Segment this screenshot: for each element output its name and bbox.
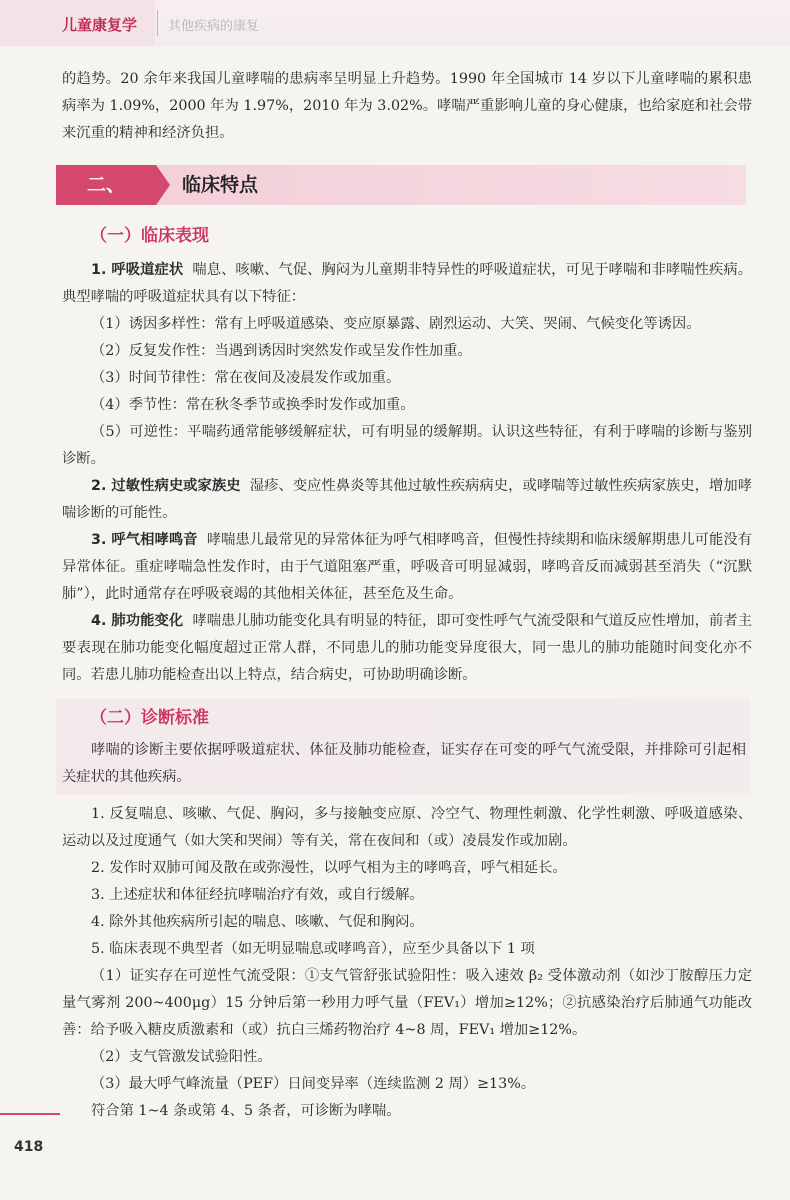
item-2-text: 湿疹、变应性鼻炎等其他过敏性疾病病史，或哮喘等过敏性疾病家族史，增加哮喘诊断的可能性。	[62, 478, 753, 521]
feature-item: （1）诱因多样性：常有上呼吸道感染、变应原暴露、剧烈运动、大笑、哭闹、气候变化等诱因。	[91, 316, 701, 332]
feature-item: （3）时间节律性：常在夜间及凌晨发作或加重。	[91, 370, 401, 386]
item-1-title: 1. 呼吸道症状	[91, 262, 184, 278]
item-2-title: 2. 过敏性病史或家族史	[91, 478, 241, 494]
page-header	[0, 0, 790, 46]
clinical-item-2	[62, 473, 752, 527]
criteria-item: 1. 反复喘息、咳嗽、气促、胸闷，多与接触变应原、冷空气、物理性刺激、化学性刺激、呼吸道感染、运动以及过度通气（如大笑和哭闹）等有关，常在夜间和（或）凌晨发作或加剧。	[62, 806, 752, 849]
criteria-sub-2: （2）支气管激发试验阳性。	[91, 1049, 272, 1065]
diagnosis-conclusion: 符合第 1~4 条或第 4、5 条者，可诊断为哮喘。	[91, 1103, 401, 1119]
footer-rule	[0, 1113, 60, 1115]
clinical-item-4	[62, 608, 752, 689]
item-3-text: 哮喘患儿最常见的异常体征为呼气相哮鸣音，但慢性持续期和临床缓解期患儿可能没有异常体征。重症哮喘急性发作时，由于气道阻塞严重，呼吸音可明显减弱，哮鸣音反而减弱甚至消失（“沉默肺”），此时通常存在呼吸衰竭的其他相关体征，甚至危及生命。	[62, 532, 752, 602]
feature-item: （5）可逆性：平喘药通常能够缓解症状，可有明显的缓解期。认识这些特征，有利于哮喘的诊断与鉴别诊断。	[62, 424, 752, 467]
feature-item: （2）反复发作性：当遇到诱因时突然发作或呈发作性加重。	[91, 343, 472, 359]
feature-item: （4）季节性：常在秋冬季节或换季时发作或加重。	[91, 397, 415, 413]
book-title: 儿童康复学	[62, 16, 138, 34]
page-number: 418	[14, 1139, 44, 1155]
section-header	[56, 165, 746, 205]
diagnosis-header	[56, 699, 750, 795]
criteria-sub-1: （1）证实存在可逆性气流受限：①支气管舒张试验阳性：吸入速效 β₂ 受体激动剂（如沙丁胺醇压力定量气雾剂 200~400μg）15 分钟后第一秒用力呼气量（FEV₁）增加≥12%；②抗感染治疗后肺通气功能改善：给予吸入糖皮质激素和（或）抗白三烯药物治疗 4~8 周，FEV₁ 增加≥12%。	[62, 968, 752, 1038]
criteria-item: 2. 发作时双肺可闻及散在或弥漫性，以呼气相为主的哮鸣音，呼气相延长。	[91, 860, 567, 876]
diagnosis-heading: （二）诊断标准	[90, 708, 209, 728]
header-divider	[157, 10, 158, 36]
criteria-item: 3. 上述症状和体征经抗哮喘治疗有效，或自行缓解。	[91, 887, 424, 903]
intro-paragraph: 的趋势。20 余年来我国儿童哮喘的患病率呈明显上升趋势。1990 年全国城市 14 岁以下儿童哮喘的累积患病率为 1.09%，2000 年为 1.97%，2010 年为 3.02%。哮喘严重影响儿童的身心健康，也给家庭和社会带来沉重的精神和经济负担。	[62, 71, 752, 141]
clinical-item-3	[62, 527, 752, 608]
criteria-sub-3: （3）最大呼气峰流量（PEF）日间变异率（连续监测 2 周）≥13%。	[91, 1076, 536, 1092]
diagnosis-intro: 哮喘的诊断主要依据呼吸道症状、体征及肺功能检查，证实存在可变的呼气气流受限，并排除可引起相关症状的其他疾病。	[62, 742, 746, 785]
chapter-title: 其他疾病的康复	[168, 19, 260, 34]
clinical-heading: （一）临床表现	[90, 226, 209, 246]
section-number: 二、	[56, 165, 156, 205]
clinical-item-1	[62, 257, 752, 311]
item-1-text: 喘息、咳嗽、气促、胸闷为儿童期非特异性的呼吸道症状，可见于哮喘和非哮喘性疾病。典型哮喘的呼吸道症状具有以下特征：	[62, 262, 753, 305]
item-3-title: 3. 呼气相哮鸣音	[91, 532, 198, 548]
criteria-item: 5. 临床表现不典型者（如无明显喘息或哮鸣音），应至少具备以下 1 项	[91, 941, 535, 957]
section-title: 临床特点	[182, 174, 259, 196]
page-body	[62, 66, 752, 1125]
item-4-title: 4. 肺功能变化	[91, 613, 184, 629]
criteria-item: 4. 除外其他疾病所引起的喘息、咳嗽、气促和胸闷。	[91, 914, 424, 930]
item-4-text: 哮喘患儿肺功能变化具有明显的特征，即可变性呼气气流受限和气道反应性增加，前者主要表现在肺功能变化幅度超过正常人群，不同患儿的肺功能变异度很大，同一患儿的肺功能随时间变化亦不同。若患儿肺功能检查出以上特点，结合病史，可协助明确诊断。	[62, 613, 753, 683]
